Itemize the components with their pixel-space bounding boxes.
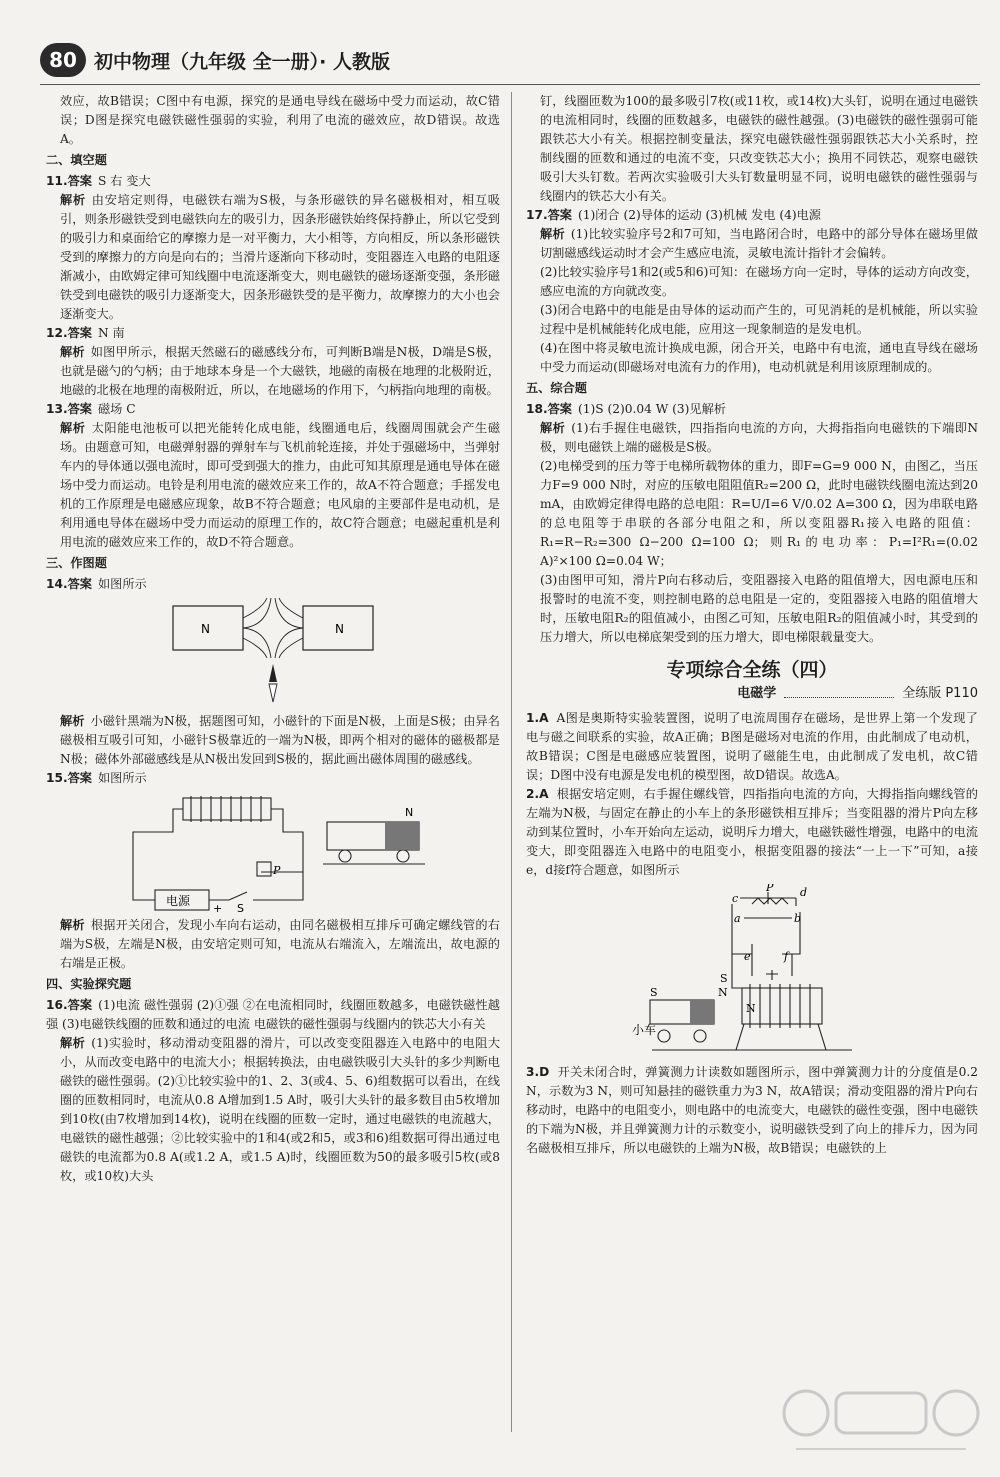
section-heading: 五、综合题 (526, 381, 587, 395)
section-subtitle (526, 684, 978, 703)
electromagnet-cart-figure (632, 884, 872, 1059)
answer-line: 18.答案 (1)S (2)0.04 W (3)见解析 (526, 402, 726, 416)
ohm-formula: R=U/I=6 V/0.02 A= (731, 497, 856, 511)
answer-line: 16.答案 (1)电流 磁性强弱 (2)①强 ②在电流相同时，线圈匝数越多，电磁铁磁性越强 (3)电磁铁线圈的匝数和通过的电流 电磁铁的磁性强弱与线圈内的铁芯大小有关 (46, 998, 500, 1031)
explanation: (4)在图中将灵敏电流计换成电源，闭合开关，电路中有电流，通电直导线在磁场中受力而运动(即磁场对电流有力的作用)，电动机就是利用该原理制成的。 (540, 341, 978, 374)
coil-n-label: N (746, 1002, 756, 1015)
cart-magnet-n-label: N (718, 986, 728, 999)
page-number: 80 (40, 43, 86, 77)
watermark-logo (776, 1383, 986, 1463)
power-source-label: 电源 (166, 894, 191, 908)
column-divider (511, 92, 512, 1432)
page-reference: 全练版 P110 (902, 686, 978, 701)
explanation: 解析 根据开关闭合，发现小车向右运动，由同名磁极相互排斥可确定螺线管的右端为S极，左端是N极，由安培定则可知，电流从右端流入，左端流出，故电源的右端是正极。 (60, 918, 500, 970)
magnet-n-label: N (201, 622, 210, 636)
answer-line: 12.答案 N 南 (46, 326, 125, 340)
paragraph: 钉，线圈匝数为100的最多吸引7枚(或11枚，或14枚)大头钉，说明在通过电磁铁的电流相同时，线圈的匝数越多，电磁铁的磁性越强。(3)电磁铁的磁性强弱可能跟铁芯大小有关。根据控制变量法，探究电磁铁磁性强弱跟铁芯大小关系时，控制线圈的匝数和通过的电流不变，只改变铁芯大小；换用不同铁芯，观察电磁铁吸引大头钉数。若两次实验吸引大头钉数量明显不同，说明电磁铁的磁性强弱与线圈内的铁芯大小有关。 (540, 94, 978, 203)
terminal-e-label: e (744, 950, 751, 963)
dot-leader (784, 689, 894, 698)
terminal-f-label: f (784, 950, 789, 963)
solenoid-cart-figure (113, 792, 433, 912)
topic-label: 电磁学 (737, 686, 777, 701)
answer-line: 13.答案 磁场 C (46, 402, 136, 416)
magnet-n-label: N (335, 622, 344, 636)
explanation: 解析 (1)实验时，移动滑动变阻器的滑片，可以改变变阻器连入电路中的电阻大小，从而改变电路中的电流大小；根据转换法，由电磁铁吸引大头针的多少判断电磁铁的磁性强弱。(2)①比较实验中的1、2、3(或4、5、6)组数据可以看出，在线圈的匝数相同时，电流从0.8 A增加到1.5 A时，吸引大头针的最多数目由5枚增加到10枚(由7枚增加到14枚)，说明在线圈的匝数一定时，通过电磁铁的电流越大，电磁铁的磁性越强；②比较实验中的1和4(或2和5，或3和6)组数据可得出通过电磁铁的电流都为0.8 A(或1.2 A，或1.5 A)时，线圈匝数为50的最多吸引5枚(或8枚，或10枚)大头 (60, 1036, 501, 1183)
explanation: 解析 小磁针黑端为N极，据题图可知，小磁针的下面是N极，上面是S极；由异名磁极相互吸引可知，小磁针S极靠近的一端为N极，即两个相对的磁体的磁极都是N极；磁体外部磁感线是从N极出发回到S极的，据此画出磁体周围的磁感线。 (60, 714, 500, 766)
plus-label: + (213, 902, 223, 912)
book-title: 初中物理（九年级 全一册）· 人教版 (94, 50, 390, 73)
cart-label: 小车 (632, 1023, 657, 1037)
answer-line: 15.答案 如图所示 (46, 771, 147, 785)
explanation: (2)电梯受到的压力等于电梯所载物体的重力，即F=G=9 000 N，由图乙，当压力F=9 000 N时，对应的压敏电阻阻值R₂=200 Ω，此时电磁铁线圈电流达到20 mA，由欧姆定律得电路的总电阻：R=U/I=6 V/0.02 A=300 Ω，因为串联电路的总电阻等于串联的各部分电阻之和，所以变阻器R₁接入电路的阻值：R₁=R−R₂=300 Ω−200 Ω=100 Ω；则R₁的电功率：P₁=I²R₁=(0.02 A)²×100 Ω=0.04 W； (540, 459, 978, 568)
right-column (526, 92, 978, 1158)
explanation: (3)由图甲可知，滑片P向右移动后，变阻器接入电路的阻值增大，因电源电压和报警时的电流不变，则控制电路的总电阻是一定的，变阻器接入电路的阻值增大时，压敏电阻R₂的阻值减小，由图乙可知，压敏电阻R₂的阻值减小时，其受到的压力增大，所以电梯底架受到的压力增大，即电梯限载量变大。 (540, 573, 978, 644)
explanation: (2)比较实验序号1和2(或5和6)可知：在磁场方向一定时，导体的运动方向改变，感应电流的方向就改变。 (540, 265, 978, 298)
answer-item: 2.A 根据安培定则，右手握住螺线管，四指指向电流的方向，大拇指指向螺线管的左端为N极，与固定在静止的小车上的条形磁铁相互排斥；当变阻器的滑片P向左移动到某位置时，小车开始向左运动，说明斥力增大，电磁铁磁性增强，电路中的电流变大，即变阻器连入电路中的电阻变小，根据变阻器的接法“一上一下”可知，a接e，d接f符合题意，如图所示 (526, 787, 978, 877)
cart-magnet-s-label: S (650, 986, 658, 999)
terminal-b-label: b (794, 912, 802, 925)
section-heading: 三、作图题 (46, 556, 107, 570)
slider-p-label: P (766, 884, 774, 894)
explanation: 解析 太阳能电池板可以把光能转化成电能，线圈通电后，线圈周围就会产生磁场。由题意可知，电磁弹射器的弹射车与飞机前轮连接，并处于强磁场中，当弹射车内的导体通以强电流时，即可受到强大的推力，由此可知其原理是通电导体在磁场中受力而运动。电铃是利用电流的磁效应来工作的，故A不符合题意；手摇发电机的工作原理是电磁感应现象，故B不符合题意；电风扇的主要部件是电动机，是利用通电导体在磁场中受力而运动的原理工作的，故C符合题意；电磁起重机是利用电流的磁效应来工作的，故D不符合题意。 (60, 421, 501, 549)
answer-line: 11.答案 S 右 变大 (46, 174, 151, 188)
switch-s-label: S (720, 972, 728, 985)
terminal-d-label: d (800, 886, 808, 899)
answer-item: 1.A A图是奥斯特实验装置图，说明了电流周围存在磁场，是世界上第一个发现了电与磁之间联系的实验，故A正确；B图是磁场对电流的作用，由此制成了电动机，故B错误；C图是电磁感应装置图，说明了磁能生电，由此制成了发电机，故C错误；D图中没有电源是发电机的模型图，故D错误。故选A。 (526, 711, 978, 782)
explanation: (3)闭合电路中的电能是由导体的运动而产生的，可见消耗的是机械能，所以实验过程中是机械能转化成电能，应用这一现象制造的是发电机。 (540, 303, 978, 336)
switch-label: S (237, 902, 244, 912)
answer-line: 17.答案 (1)闭合 (2)导体的运动 (3)机械 发电 (4)电源 (526, 208, 821, 222)
slider-label: P (273, 864, 281, 877)
magnet-field-figure (163, 598, 383, 708)
section-heading: 四、实验探究题 (46, 977, 132, 991)
section-heading: 二、填空题 (46, 153, 107, 167)
special-section-title: 专项综合全练（四） (666, 659, 838, 681)
terminal-a-label: a (734, 912, 741, 925)
header-rule (40, 84, 980, 85)
explanation: 解析 如图甲所示，根据天然磁石的磁感线分布，可判断B端是N极，D端是S极，也就是磁勺的勺柄；由于地球本身是一个大磁铁，地磁的南极在地理的北极附近，地磁的北极在地理的南极附近，所以，在地磁场的作用下，勺柄指向地理的南极。 (60, 345, 500, 397)
left-column (46, 92, 500, 1186)
cart-magnet-n-label: N (405, 806, 414, 819)
explanation: 解析 由安培定则得，电磁铁右端为S极，与条形磁铁的异名磁极相对，相互吸引，则条形磁铁受到电磁铁向左的吸引力，因条形磁铁始终保持静止，所以它受到的吸引力和桌面给它的摩擦力是一对平衡力，大小相等，方向相反，所以条形磁铁受到的摩擦力的方向是向右的；当滑片逐渐向下移动时，变阻器连入电路的电阻逐渐减小，由欧姆定律可知线圈中电流逐渐变大，则电磁铁的磁场逐渐变强，条形磁铁受到电磁铁的吸引力逐渐变大，因条形磁铁受的是平衡力，故摩擦力的大小也会逐渐变大。 (60, 193, 500, 321)
answer-item: 3.D 开关未闭合时，弹簧测力计读数如题图所示，图中弹簧测力计的分度值是0.2 N，示数为3 N，则可知悬挂的磁铁重力为3 N，故A错误；滑动变阻器的滑片P向右移动时，电路中的电阻变小，则电路中的电流变大，电磁铁的磁性变强，图中电磁铁的下端为N极，并且弹簧测力计的示数变小，说明磁铁受到了向上的排斥力，因为同名磁极相互排斥，所以电磁铁的上端为N极，故B错误；电磁铁的上 (526, 1065, 978, 1155)
explanation: 解析 (1)比较实验序号2和7可知，当电路闭合时，电路中的部分导体在磁场里做切割磁感线运动时才会产生感应电流，灵敏电流计指针才会偏转。 (540, 227, 978, 260)
answer-line: 14.答案 如图所示 (46, 577, 147, 591)
explanation: 解析 (1)右手握住电磁铁，四指指向电流的方向，大拇指指向电磁铁的下端即N极，则电磁铁上端的磁极是S极。 (540, 421, 978, 454)
paragraph: 效应，故B错误；C图中有电源，探究的是通电导线在磁场中受力而运动，故C错误；D图是探究电磁铁磁性强弱的实验，利用了电流的磁效应，故D错误。故选A。 (60, 94, 500, 146)
page-header (40, 42, 390, 78)
terminal-c-label: c (732, 892, 739, 905)
